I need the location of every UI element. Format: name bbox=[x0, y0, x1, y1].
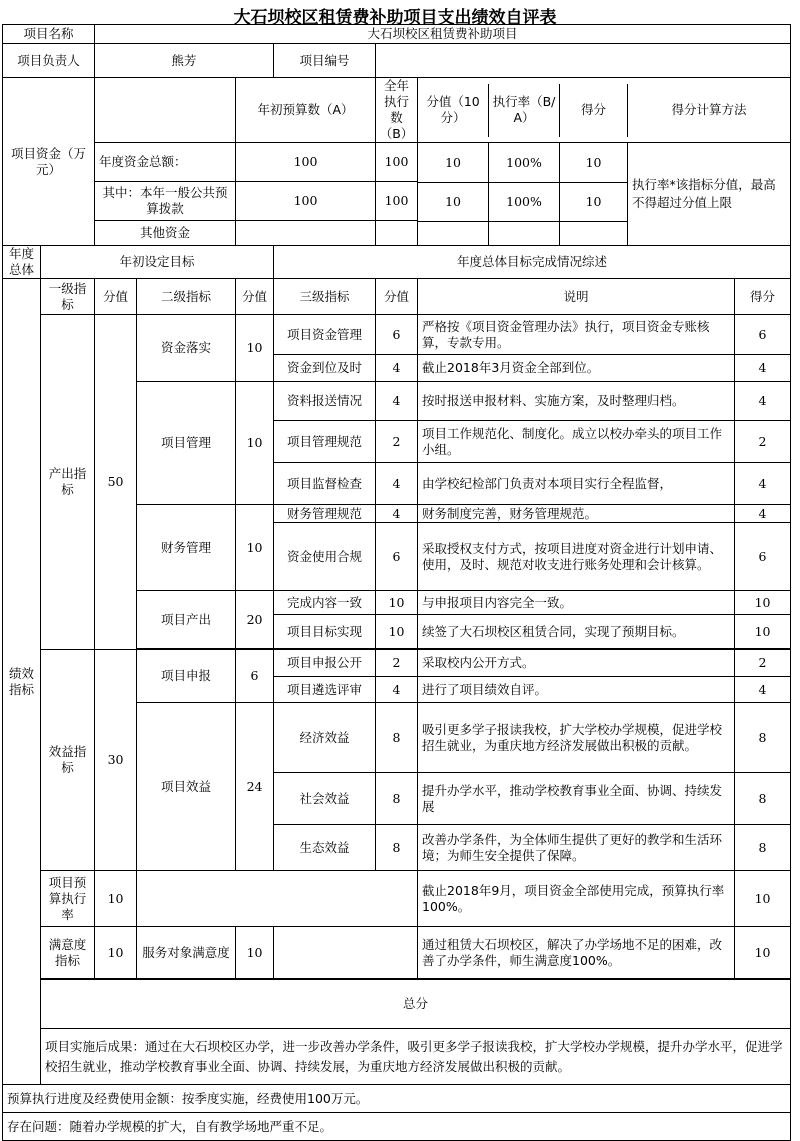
funds-row-general-score: 10 bbox=[560, 183, 627, 222]
budget-exec-label: 项目预算执行率 bbox=[41, 871, 95, 927]
indicator-desc: 吸引更多学子报读我校，扩大学校办学规模，促进学校招生就业，为重庆地方经济发展做出积极的贡献。 bbox=[418, 703, 735, 773]
benefit-indicator-label: 效益指标 bbox=[41, 650, 95, 871]
indicator-got: 6 bbox=[735, 315, 791, 355]
group-project-application: 项目申报 bbox=[137, 650, 236, 703]
funds-header-group bbox=[418, 78, 791, 143]
budget-exec-desc: 截止2018年9月，项目资金全部使用完成，预算执行率100%。 bbox=[418, 871, 735, 927]
perf-header-level3: 三级指标 bbox=[274, 279, 376, 315]
progress-note: 预算执行进度及经费使用金额：按季度实施，经费使用100万元。 bbox=[3, 1085, 791, 1113]
indicator-name: 完成内容一致 bbox=[274, 591, 376, 615]
funds-row-general-label: 其中：本年一般公共预算拨款 bbox=[95, 182, 236, 220]
problem-note: 存在问题：随着办学规模的扩大，自有教学场地严重不足。 bbox=[3, 1113, 791, 1141]
indicator-desc: 改善办学条件，为全体师生提供了更好的教学和生活环境；为师生安全提供了保障。 bbox=[418, 825, 735, 871]
funds-row-other-executed bbox=[376, 220, 418, 245]
group-fund-implementation: 资金落实 bbox=[137, 315, 236, 382]
indicator-score: 2 bbox=[376, 650, 418, 677]
indicator-score: 6 bbox=[376, 523, 418, 591]
group-project-application-score: 6 bbox=[236, 650, 274, 703]
output-indicator-label: 产出指标 bbox=[41, 315, 95, 650]
indicator-name: 资料报送情况 bbox=[274, 382, 376, 421]
indicator-got: 10 bbox=[735, 591, 791, 615]
budget-exec-score: 10 bbox=[95, 871, 137, 927]
funds-row-other-label: 其他资金 bbox=[95, 220, 236, 245]
project-funds-label: 项目资金（万元） bbox=[3, 78, 95, 246]
page-title: 大石坝校区租赁费补助项目支出绩效自评表 bbox=[233, 8, 557, 28]
performance-indicators-label: 绩效指标 bbox=[3, 279, 41, 1085]
satisfaction-sub-score: 10 bbox=[236, 927, 274, 979]
indicator-name: 项目目标实现 bbox=[274, 615, 376, 649]
indicator-got: 8 bbox=[735, 773, 791, 825]
perf-header-level1: 一级指标 bbox=[41, 279, 95, 315]
funds-values-block bbox=[418, 143, 791, 246]
funds-row-total-label: 年度资金总额： bbox=[95, 143, 236, 182]
indicator-desc: 提升办学水平，推动学校教育事业全面、协调、持续发展 bbox=[418, 773, 735, 825]
indicator-name: 项目申报公开 bbox=[274, 650, 376, 677]
indicator-score: 6 bbox=[376, 315, 418, 355]
indicator-desc: 采取校内公开方式。 bbox=[418, 650, 735, 677]
indicator-score: 8 bbox=[376, 703, 418, 773]
group-project-output-score: 20 bbox=[236, 591, 274, 649]
project-name-value: 大石坝校区租赁费补助项目 bbox=[95, 25, 791, 44]
indicator-name: 财务管理规范 bbox=[274, 505, 376, 523]
funds-header-method: 得分计算方法 bbox=[671, 102, 747, 117]
indicator-score: 4 bbox=[376, 355, 418, 382]
funds-header-executed: 全年执行数（B） bbox=[376, 78, 418, 143]
indicator-desc: 项目工作规范化、制度化。成立以校办牵头的项目工作小组。 bbox=[418, 421, 735, 463]
satisfaction-blank bbox=[274, 927, 418, 979]
funds-header-score-value: 分值（10分） bbox=[418, 84, 489, 137]
funds-row-general-budget: 100 bbox=[236, 182, 376, 220]
satisfaction-got: 10 bbox=[735, 927, 791, 979]
indicator-score: 4 bbox=[376, 463, 418, 505]
group-fund-implementation-score: 10 bbox=[236, 315, 274, 382]
indicator-desc: 严格按《项目资金管理办法》执行，项目资金专账核算，专款专用。 bbox=[418, 315, 735, 355]
indicator-score: 4 bbox=[376, 382, 418, 421]
indicator-got: 4 bbox=[735, 677, 791, 703]
project-leader-label: 项目负责人 bbox=[3, 44, 95, 78]
indicator-name: 项目管理规范 bbox=[274, 421, 376, 463]
indicator-name: 生态效益 bbox=[274, 825, 376, 871]
indicator-score: 10 bbox=[376, 615, 418, 649]
perf-header-got: 得分 bbox=[735, 279, 791, 315]
project-code-label: 项目编号 bbox=[274, 44, 376, 78]
indicator-desc: 进行了项目绩效自评。 bbox=[418, 677, 735, 703]
group-project-management-score: 10 bbox=[236, 382, 274, 505]
funds-row-general-rate: 100% bbox=[489, 183, 559, 222]
project-leader-value: 熊芳 bbox=[95, 44, 274, 78]
funds-row-total-score-value: 10 bbox=[418, 143, 488, 183]
perf-header-score1: 分值 bbox=[95, 279, 137, 315]
indicator-got: 8 bbox=[735, 703, 791, 773]
indicator-got: 2 bbox=[735, 421, 791, 463]
group-project-benefit: 项目效益 bbox=[137, 703, 236, 871]
total-label: 总分 bbox=[41, 980, 791, 1029]
funds-header-blank bbox=[95, 78, 236, 143]
indicator-score: 2 bbox=[376, 421, 418, 463]
evaluation-table bbox=[2, 24, 791, 1141]
funds-row-total-score: 10 bbox=[560, 143, 627, 183]
indicator-name: 经济效益 bbox=[274, 703, 376, 773]
funds-header-budget: 年初预算数（A） bbox=[236, 78, 376, 143]
funds-row-other-budget bbox=[236, 220, 376, 245]
indicator-name: 项目资金管理 bbox=[274, 315, 376, 355]
perf-header-score3: 分值 bbox=[376, 279, 418, 315]
perf-header-desc: 说明 bbox=[418, 279, 735, 315]
funds-row-total-executed: 100 bbox=[376, 143, 418, 182]
funds-row-other-score bbox=[560, 222, 627, 245]
funds-row-general-executed: 100 bbox=[376, 182, 418, 220]
group-project-benefit-score: 24 bbox=[236, 703, 274, 871]
indicator-score: 8 bbox=[376, 825, 418, 871]
result-note: 项目实施后成果：通过在大石坝校区办学，进一步改善办学条件，吸引更多学子报读我校，扩大学校办学规模，提升办学水平，促进学校招生就业，推动学校教育事业全面、协调、持续发展，为重庆地方经济发展做出积极的贡献。 bbox=[41, 1029, 791, 1085]
indicator-desc: 续签了大石坝校区租赁合同，实现了预期目标。 bbox=[418, 615, 735, 649]
budget-exec-blank bbox=[137, 871, 418, 927]
indicator-score: 10 bbox=[376, 591, 418, 615]
indicator-got: 4 bbox=[735, 463, 791, 505]
benefit-indicator-score: 30 bbox=[95, 650, 137, 871]
indicator-name: 资金到位及时 bbox=[274, 355, 376, 382]
funds-row-general-score-value: 10 bbox=[418, 183, 488, 222]
funds-row-other-rate bbox=[489, 222, 559, 245]
annual-target-label: 年初设定目标 bbox=[41, 246, 274, 279]
indicator-score: 4 bbox=[376, 677, 418, 703]
indicator-desc: 按时报送申报材料、实施方案，及时整理归档。 bbox=[418, 382, 735, 421]
indicator-got: 4 bbox=[735, 505, 791, 523]
perf-header-level2: 二级指标 bbox=[137, 279, 236, 315]
group-finance-management-score: 10 bbox=[236, 505, 274, 591]
satisfaction-score: 10 bbox=[95, 927, 137, 979]
indicator-got: 2 bbox=[735, 650, 791, 677]
project-name-label: 项目名称 bbox=[3, 25, 95, 44]
satisfaction-label: 满意度指标 bbox=[41, 927, 95, 979]
budget-exec-got: 10 bbox=[735, 871, 791, 927]
satisfaction-desc: 通过租赁大石坝校区，解决了办学场地不足的困难，改善了办学条件，师生满意度100%。 bbox=[418, 927, 735, 979]
output-indicator-score: 50 bbox=[95, 315, 137, 650]
funds-row-total-rate: 100% bbox=[489, 143, 559, 183]
indicator-desc: 截止2018年3月资金全部到位。 bbox=[418, 355, 735, 382]
indicator-got: 4 bbox=[735, 382, 791, 421]
indicator-name: 项目遴选评审 bbox=[274, 677, 376, 703]
indicator-got: 4 bbox=[735, 355, 791, 382]
indicator-name: 项目监督检查 bbox=[274, 463, 376, 505]
indicator-desc: 由学校纪检部门负责对本项目实行全程监督， bbox=[418, 463, 735, 505]
indicator-desc: 采取授权支付方式，按项目进度对资金进行计划申请、使用，及时、规范对收支进行账务处理和会计核算。 bbox=[418, 523, 735, 591]
indicator-got: 8 bbox=[735, 825, 791, 871]
funds-method-text: 执行率*该指标分值，最高不得超过分值上限 bbox=[632, 177, 776, 210]
funds-header-score: 得分 bbox=[560, 84, 628, 137]
group-project-output: 项目产出 bbox=[137, 591, 236, 649]
indicator-name: 社会效益 bbox=[274, 773, 376, 825]
indicator-got: 10 bbox=[735, 615, 791, 649]
project-code-value bbox=[376, 44, 791, 78]
indicator-desc: 与申报项目内容完全一致。 bbox=[418, 591, 735, 615]
funds-header-rate: 执行率（B/A） bbox=[489, 84, 560, 137]
funds-row-other-score-value bbox=[418, 222, 488, 245]
indicator-name: 资金使用合规 bbox=[274, 523, 376, 591]
indicator-score: 4 bbox=[376, 505, 418, 523]
annual-overall-label: 年度总体 bbox=[3, 246, 41, 279]
satisfaction-sub-label: 服务对象满意度 bbox=[137, 927, 236, 979]
perf-header-score2: 分值 bbox=[236, 279, 274, 315]
indicator-got: 6 bbox=[735, 523, 791, 591]
indicator-desc: 财务制度完善，财务管理规范。 bbox=[418, 505, 735, 523]
indicator-score: 8 bbox=[376, 773, 418, 825]
group-finance-management: 财务管理 bbox=[137, 505, 236, 591]
group-project-management: 项目管理 bbox=[137, 382, 236, 505]
annual-summary-label: 年度总体目标完成情况综述 bbox=[274, 246, 791, 279]
funds-row-total-budget: 100 bbox=[236, 143, 376, 182]
